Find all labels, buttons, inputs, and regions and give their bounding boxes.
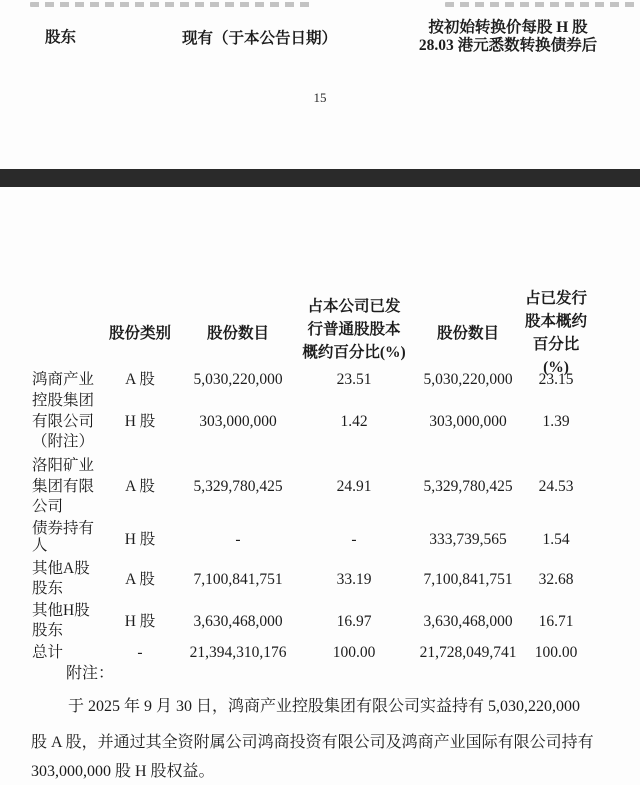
- header-after-conversion-line2: 28.03 港元悉数转换债券后: [418, 37, 598, 54]
- table-cell-pct-now: 1.42: [340, 413, 368, 430]
- table-cell-share-class: A 股: [125, 371, 155, 388]
- table-cell-pct-after: 1.39: [542, 413, 570, 430]
- shareholder-name-line: 股东: [32, 622, 64, 639]
- table-cell-pct-now: 100.00: [332, 644, 376, 661]
- shareholder-name-line: 总计: [32, 644, 64, 661]
- shareholder-name-line: 有限公司: [32, 413, 95, 430]
- table-cell-pct-after: 100.00: [534, 644, 578, 661]
- column-header-pct-now: 占本公司已发 行普通股股本 概约百分比(%): [302, 298, 406, 361]
- header-after-conversion: [408, 19, 608, 55]
- table-cell-pct-after: 23.15: [538, 371, 574, 388]
- table-cell-share-class: A 股: [125, 571, 155, 588]
- note-line: 于 2025 年 9 月 30 日，鸿商产业控股集团有限公司实益持有 5,030,220,000: [68, 698, 581, 715]
- table-cell-shares-after: 303,000,000: [429, 413, 507, 430]
- table-cell-shares-now: 21,394,310,176: [189, 644, 287, 661]
- shareholder-name-line: 洛阳矿业: [32, 457, 95, 474]
- header-shareholder-label: 股东: [45, 29, 77, 46]
- header-existing-label: 现有（于本公告日期）: [182, 30, 338, 47]
- table-cell-share-class: H 股: [124, 413, 156, 430]
- clipped-text-remnant: [30, 2, 310, 7]
- table-cell-share-class: H 股: [124, 613, 156, 630]
- column-header-pct-after: 占已发行 股本概约 百分比 (%): [524, 290, 587, 376]
- column-header-share-class: 股份类别: [108, 325, 171, 342]
- table-cell-pct-now: 24.91: [336, 478, 372, 495]
- notes-label: 附注：: [66, 665, 115, 682]
- table-cell-pct-after: 32.68: [538, 571, 574, 588]
- header-after-conversion-line1: 按初始转换价每股 H 股: [428, 19, 588, 36]
- shareholder-name-line: 集团有限: [32, 478, 95, 495]
- table-cell-shares-now: 5,030,220,000: [193, 371, 283, 388]
- shareholder-name-line: 股东: [32, 580, 64, 597]
- table-cell-shares-after: 7,100,841,751: [423, 571, 513, 588]
- table-cell-share-class: -: [137, 644, 143, 661]
- table-cell-shares-now: 5,329,780,425: [193, 478, 283, 495]
- shareholder-name-line: 人: [32, 537, 48, 554]
- table-cell-pct-now: 33.19: [336, 571, 372, 588]
- note-line: 303,000,000 股 H 股权益。: [31, 763, 215, 780]
- table-cell-shares-after: 21,728,049,741: [419, 644, 517, 661]
- table-cell-share-class: A 股: [125, 478, 155, 495]
- table-cell-pct-after: 16.71: [538, 613, 574, 630]
- table-cell-shares-now: 7,100,841,751: [193, 571, 283, 588]
- clipped-text-remnant: [445, 2, 635, 7]
- table-cell-shares-after: 3,630,468,000: [423, 613, 513, 630]
- table-cell-shares-after: 5,329,780,425: [423, 478, 513, 495]
- shareholder-name-line: 控股集团: [32, 392, 95, 409]
- column-header-shares-now: 股份数目: [206, 325, 269, 342]
- note-line: 股 A 股，并通过其全资附属公司鸿商投资有限公司及鸿商产业国际有限公司持有: [31, 734, 594, 751]
- shareholder-name-line: 债券持有: [32, 520, 95, 537]
- table-cell-pct-after: 24.53: [538, 478, 574, 495]
- redaction-bar: [0, 169, 640, 187]
- table-cell-shares-now: 3,630,468,000: [193, 613, 283, 630]
- table-cell-shares-now: 303,000,000: [199, 413, 277, 430]
- table-cell-pct-after: 1.54: [542, 531, 570, 548]
- shareholder-name-line: 鸿商产业: [32, 371, 95, 388]
- table-cell-shares-after: 5,030,220,000: [423, 371, 513, 388]
- page-number: 15: [313, 90, 327, 105]
- shareholder-name-line: 其他A股: [32, 560, 90, 577]
- table-cell-pct-now: -: [351, 531, 357, 548]
- table-cell-shares-after: 333,739,565: [429, 531, 507, 548]
- column-header-shares-after: 股份数目: [436, 325, 499, 342]
- shareholder-name-line: （附注）: [32, 433, 95, 450]
- table-cell-pct-now: 16.97: [336, 613, 372, 630]
- shareholder-name-line: 其他H股: [32, 602, 90, 619]
- shareholder-name-line: 公司: [32, 498, 64, 515]
- table-cell-shares-now: -: [235, 531, 241, 548]
- table-cell-share-class: H 股: [124, 531, 156, 548]
- table-cell-pct-now: 23.51: [336, 371, 372, 388]
